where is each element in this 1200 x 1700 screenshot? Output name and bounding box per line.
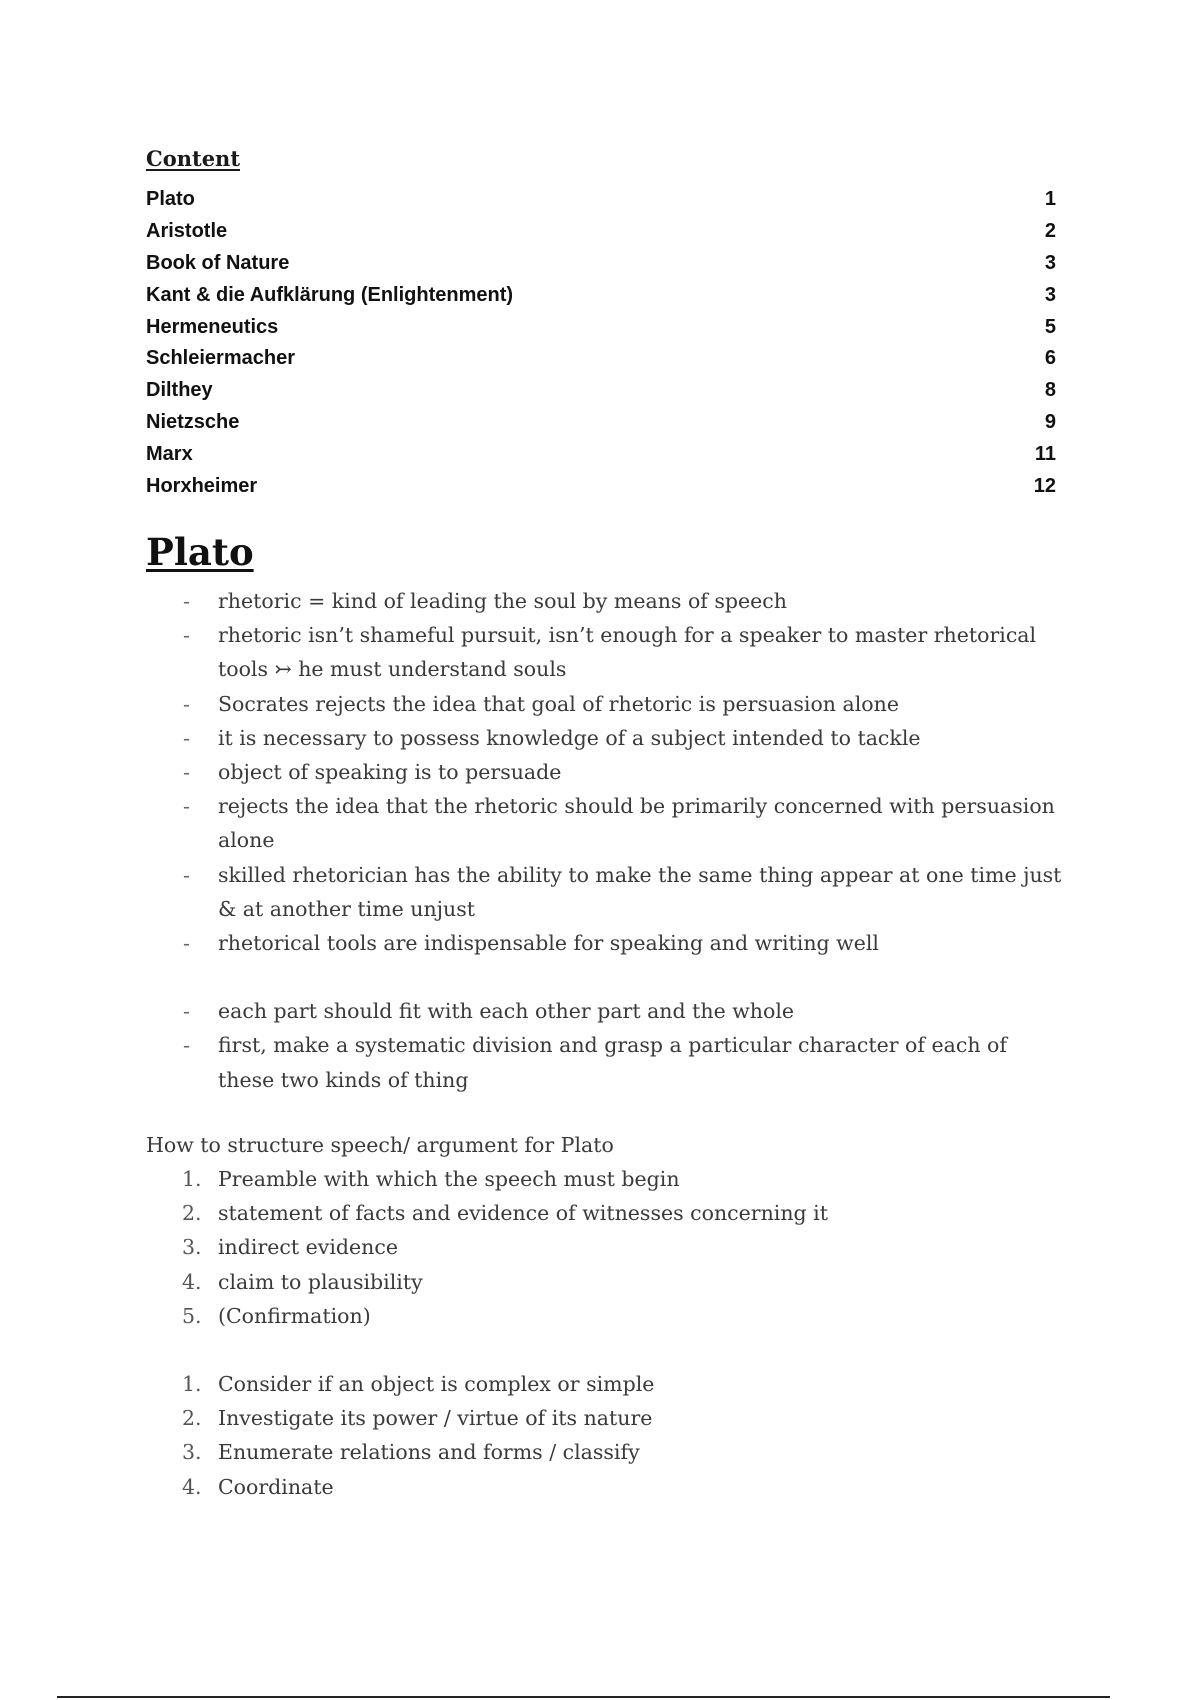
toc-entry-page: 3 bbox=[1044, 251, 1056, 274]
list-item bbox=[146, 789, 1066, 857]
toc-entry-label: Hermeneutics bbox=[146, 315, 279, 338]
toc-entry-page: 5 bbox=[1044, 315, 1056, 338]
list-item bbox=[146, 1299, 1046, 1333]
list-item-text: rejects the idea that the rhetoric should be primarily concerned with persuasion alone bbox=[218, 794, 1055, 853]
list-item bbox=[146, 1401, 1046, 1435]
section-title: Plato bbox=[146, 530, 254, 574]
list-number: 4. bbox=[182, 1474, 202, 1499]
toc-entry bbox=[146, 216, 1056, 248]
list-number: 1. bbox=[182, 1372, 202, 1396]
toc-entry-page: 3 bbox=[1044, 283, 1056, 306]
list-item bbox=[146, 687, 1066, 721]
toc-title: Content bbox=[146, 146, 241, 171]
list-number: 3. bbox=[182, 1440, 202, 1465]
toc-entry-label: Aristotle bbox=[146, 220, 228, 243]
list-item-text: claim to plausibility bbox=[218, 1269, 423, 1294]
list-item bbox=[146, 1196, 1046, 1230]
list-item bbox=[146, 1470, 1046, 1504]
toc-entry-page: 12 bbox=[1033, 474, 1056, 497]
table-of-contents bbox=[146, 184, 1056, 502]
bullet-marker: - bbox=[183, 691, 190, 716]
bullet-marker: - bbox=[183, 725, 190, 750]
list-item-text: it is necessary to possess knowledge of a subject intended to tackle bbox=[218, 725, 921, 750]
toc-entry-page: 1 bbox=[1044, 188, 1056, 211]
bullet-marker: - bbox=[183, 623, 190, 648]
bullet-marker: - bbox=[183, 760, 190, 785]
list-item bbox=[146, 1265, 1046, 1299]
list-item bbox=[146, 584, 1066, 618]
toc-entry-label: Marx bbox=[146, 442, 193, 465]
toc-entry bbox=[146, 407, 1056, 439]
list-item bbox=[146, 1162, 1046, 1196]
toc-entry bbox=[146, 375, 1056, 407]
list-item-text: rhetorical tools are indispensable for speaking and writing well bbox=[218, 931, 879, 956]
list-item-text: object of speaking is to persuade bbox=[218, 760, 562, 785]
toc-entry-label: Plato bbox=[146, 188, 195, 211]
toc-entry-page: 8 bbox=[1044, 379, 1056, 402]
list-item-text: Consider if an object is complex or simple bbox=[218, 1372, 655, 1396]
list-item-text: Preamble with which the speech must begin bbox=[218, 1167, 680, 1191]
list-item bbox=[146, 1367, 1046, 1401]
toc-entry-label: Nietzsche bbox=[146, 410, 240, 433]
bullet-list bbox=[146, 584, 1066, 1097]
toc-entry bbox=[146, 470, 1056, 502]
list-item-text: statement of facts and evidence of witnesses concerning it bbox=[218, 1201, 828, 1226]
bullet-marker: - bbox=[183, 589, 190, 613]
toc-entry-label: Dilthey bbox=[146, 379, 213, 402]
list-item-text: Socrates rejects the idea that goal of rhetoric is persuasion alone bbox=[218, 691, 899, 716]
toc-entry bbox=[146, 343, 1056, 375]
list-number: 3. bbox=[182, 1235, 202, 1260]
toc-entry-label: Horxheimer bbox=[146, 474, 258, 497]
list-item bbox=[146, 1230, 1046, 1264]
bullet-marker: - bbox=[183, 794, 190, 819]
structure-list bbox=[146, 1162, 1046, 1333]
list-item-text: rhetoric = kind of leading the soul by means of speech bbox=[218, 589, 787, 613]
toc-entry bbox=[146, 438, 1056, 470]
list-item-text: Coordinate bbox=[218, 1474, 334, 1499]
toc-entry-label: Book of Nature bbox=[146, 251, 290, 274]
bullet-marker: - bbox=[183, 862, 190, 887]
list-number: 2. bbox=[182, 1406, 202, 1431]
list-item-text: (Confirmation) bbox=[218, 1303, 371, 1328]
list-number: 2. bbox=[182, 1201, 202, 1226]
list-item bbox=[146, 721, 1066, 755]
list-number: 1. bbox=[182, 1167, 202, 1191]
toc-entry bbox=[146, 311, 1056, 343]
list-item bbox=[146, 858, 1066, 926]
toc-entry bbox=[146, 184, 1056, 216]
list-item bbox=[146, 1028, 1066, 1096]
list-item bbox=[146, 1435, 1046, 1469]
toc-entry-label: Kant & die Aufklärung (Enlightenment) bbox=[146, 283, 514, 306]
list-item-text: each part should fit with each other part and the whole bbox=[218, 999, 795, 1024]
bullet-marker: - bbox=[183, 931, 190, 956]
spacer bbox=[146, 960, 1066, 994]
list-item-text: Enumerate relations and forms / classify bbox=[218, 1440, 640, 1465]
toc-entry-label: Schleiermacher bbox=[146, 347, 295, 370]
toc-entry-page: 2 bbox=[1044, 220, 1056, 243]
list-item-text: Investigate its power / virtue of its nature bbox=[218, 1406, 653, 1431]
list-item-text: indirect evidence bbox=[218, 1235, 398, 1260]
list-item-text: rhetoric isn’t shameful pursuit, isn’t enough for a speaker to master rhetorical tools ↣ he must understand souls bbox=[218, 623, 1037, 682]
method-list bbox=[146, 1367, 1046, 1504]
structure-heading: How to structure speech/ argument for Plato bbox=[146, 1133, 614, 1157]
list-item bbox=[146, 994, 1066, 1028]
list-item bbox=[146, 926, 1066, 960]
footer-divider bbox=[57, 1696, 1110, 1698]
toc-entry bbox=[146, 279, 1056, 311]
list-item-text: first, make a systematic division and grasp a particular character of each of these two kinds of thing bbox=[218, 1033, 1007, 1092]
toc-entry-page: 9 bbox=[1044, 410, 1056, 433]
toc-entry-page: 6 bbox=[1044, 347, 1056, 370]
toc-entry bbox=[146, 248, 1056, 280]
bullet-marker: - bbox=[183, 999, 190, 1024]
bullet-marker: - bbox=[183, 1033, 190, 1058]
list-item bbox=[146, 618, 1066, 686]
list-item-text: skilled rhetorician has the ability to make the same thing appear at one time just & at another time unjust bbox=[218, 862, 1062, 921]
list-number: 4. bbox=[182, 1269, 202, 1294]
list-number: 5. bbox=[182, 1303, 202, 1328]
list-item bbox=[146, 755, 1066, 789]
toc-entry-page: 11 bbox=[1034, 442, 1056, 465]
